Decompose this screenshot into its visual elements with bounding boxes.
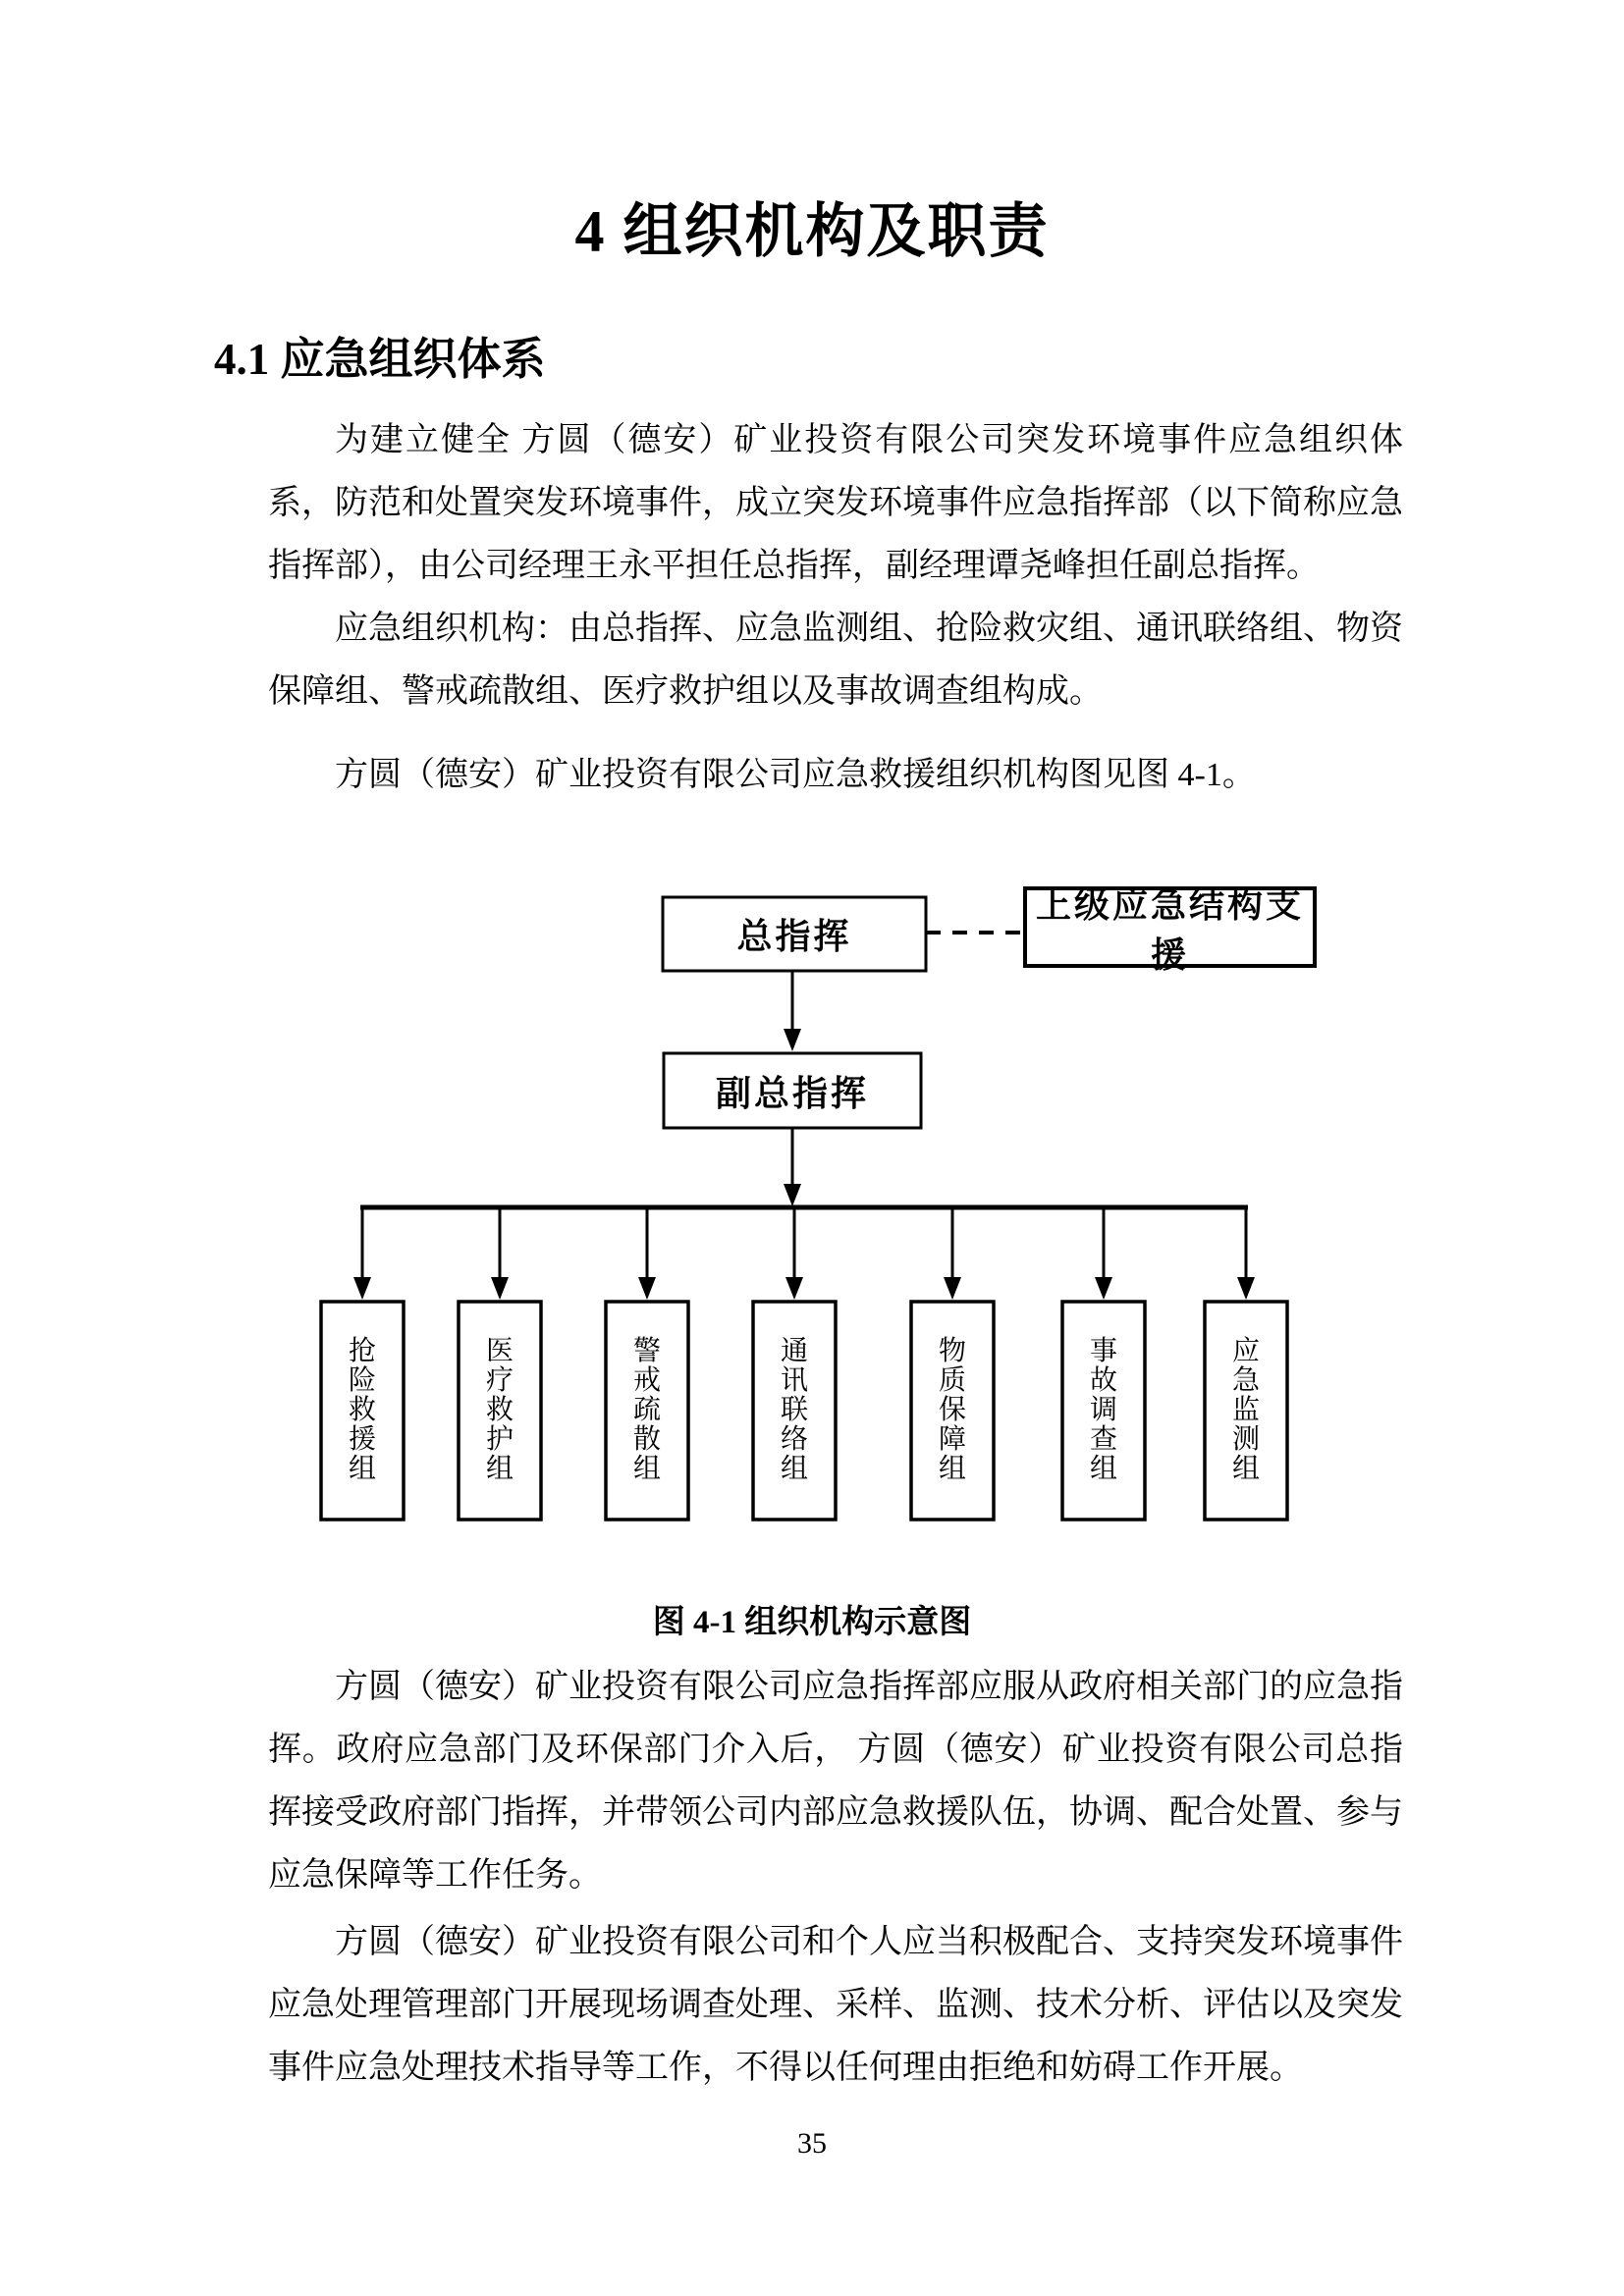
node-group-label: 应急监测组 bbox=[1231, 1336, 1260, 1484]
node-deputy-commander: 副总指挥 bbox=[715, 1073, 869, 1113]
node-group-accident-investigation bbox=[1062, 1302, 1145, 1520]
node-group-label: 警戒疏散组 bbox=[632, 1336, 661, 1484]
arrowhead bbox=[491, 1277, 509, 1300]
arrowhead bbox=[638, 1277, 656, 1300]
node-group-communication bbox=[753, 1302, 836, 1520]
node-group-alert-evacuation bbox=[606, 1302, 688, 1520]
arrowhead bbox=[1237, 1277, 1255, 1300]
arrowhead bbox=[944, 1277, 961, 1300]
page-number: 35 bbox=[797, 2127, 827, 2160]
node-group-label: 物质保障组 bbox=[938, 1336, 966, 1484]
arrowhead bbox=[784, 1029, 801, 1051]
node-group-rescue bbox=[321, 1302, 404, 1520]
arrowhead bbox=[784, 1184, 801, 1206]
arrowhead bbox=[785, 1277, 803, 1300]
section-heading: 4.1 应急组织体系 bbox=[214, 335, 546, 384]
node-group-material-support bbox=[911, 1302, 994, 1520]
paragraph: 方圆（德安）矿业投资有限公司应急指挥部应服从政府相关部门的应急指挥。政府应急部门及环保部门介入后， 方圆（德安）矿业投资有限公司总指挥接受政府部门指挥，并带领公司内部应急救援队伍，协调、配合处置、参与应急保障等工作任务。 bbox=[268, 1669, 1403, 1894]
node-group-emergency-monitoring bbox=[1205, 1302, 1287, 1520]
node-superior-support: 上级应急结构支援 bbox=[1035, 884, 1304, 975]
figure-caption: 图 4-1 组织机构示意图 bbox=[652, 1605, 972, 1640]
arrowhead bbox=[353, 1277, 371, 1300]
node-group-label: 事故调查组 bbox=[1089, 1336, 1117, 1484]
node-commander: 总指挥 bbox=[736, 917, 852, 956]
node-group-medical bbox=[459, 1302, 541, 1520]
arrowhead bbox=[1095, 1277, 1112, 1300]
page-title: 4 组织机构及职责 bbox=[574, 199, 1050, 264]
paragraph: 为建立健全 方圆（德安）矿业投资有限公司突发环境事件应急组织体系，防范和处置突发环境事件，成立突发环境事件应急指挥部（以下简称应急指挥部），由公司经理王永平担任总指挥，副经理谭尧峰担任副总指挥。 bbox=[268, 422, 1403, 584]
paragraph: 方圆（德安）矿业投资有限公司应急救援组织机构图见图 4-1。 bbox=[335, 757, 1256, 793]
paragraph: 方圆（德安）矿业投资有限公司和个人应当积极配合、支持突发环境事件应急处理管理部门开展现场调查处理、采样、监测、技术分析、评估以及突发事件应急处理技术指导等工作，不得以任何理由拒绝和妨碍工作开展。 bbox=[268, 1924, 1403, 2086]
paragraph: 应急组织机构：由总指挥、应急监测组、抢险救灾组、通讯联络组、物资保障组、警戒疏散组、医疗救护组以及事故调查组构成。 bbox=[268, 611, 1403, 710]
node-group-label: 抢险救援组 bbox=[348, 1336, 376, 1484]
node-group-label: 医疗救护组 bbox=[485, 1336, 514, 1484]
node-group-label: 通讯联络组 bbox=[780, 1336, 808, 1484]
